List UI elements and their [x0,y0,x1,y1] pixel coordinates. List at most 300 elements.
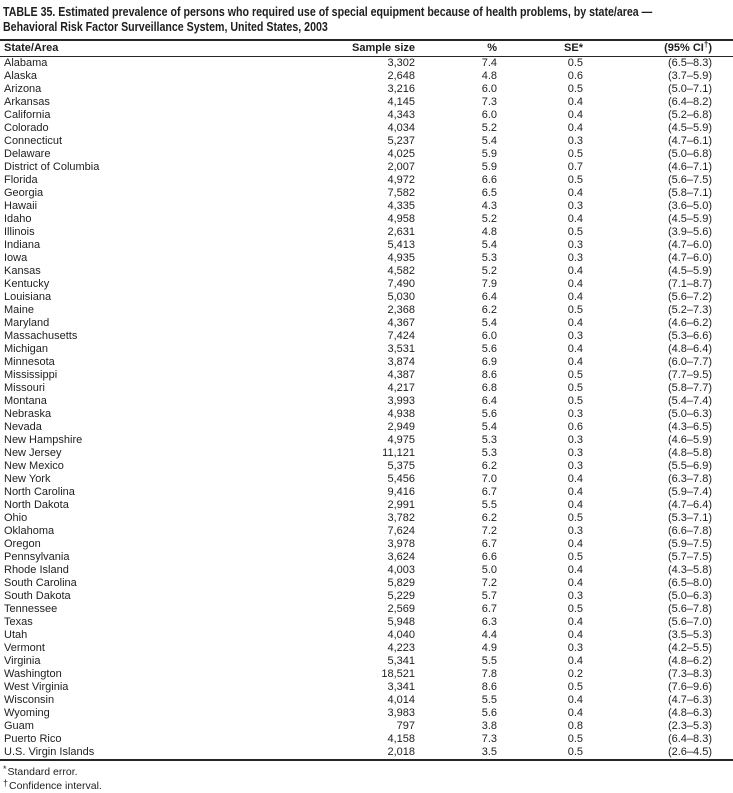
table-row [0,56,733,70]
sample-size-cell: 3,341 [387,680,415,693]
sample-size-cell: 7,624 [387,524,415,537]
col-header-state-area: State/Area [0,40,345,56]
percent-cell: 6.7 [481,602,497,615]
percent-cell: 6.2 [481,459,497,472]
state-area-cell: Wisconsin [4,693,55,706]
state-area-cell: New Mexico [4,459,64,472]
se-cell: 0.5 [567,225,583,238]
ci-cell: (4.5–5.9) [667,212,712,225]
se-cell: 0.4 [567,212,583,225]
percent-cell: 5.5 [481,693,497,706]
state-area-cell: Texas [4,615,33,628]
ci-cell: (5.9–7.4) [667,485,712,498]
percent-cell: 5.3 [481,251,497,264]
state-area-cell: Colorado [4,121,49,134]
ci-cell: (4.2–5.5) [667,641,712,654]
ci-cell: (4.7–6.1) [667,134,712,147]
table-header-row [0,40,733,56]
state-area-cell: Connecticut [4,134,63,147]
sample-size-cell: 3,993 [387,394,415,407]
se-cell: 0.4 [567,706,583,719]
ci-cell: (5.6–7.2) [667,290,712,303]
state-area-cell: Maryland [4,316,50,329]
state-area-cell: District of Columbia [4,160,100,173]
ci-cell: (7.3–8.3) [667,667,712,680]
percent-cell: 5.9 [481,147,497,160]
ci-cell: (4.8–6.4) [667,342,712,355]
table-row [0,434,733,447]
se-cell: 0.4 [567,485,583,498]
table-row [0,356,733,369]
state-area-cell: Oregon [4,537,41,550]
state-area-cell: Wyoming [4,706,50,719]
sample-size-cell: 4,040 [387,628,415,641]
ci-cell: (4.8–6.3) [667,706,712,719]
percent-cell: 3.5 [433,746,510,760]
percent-cell: 6.0 [481,82,497,95]
sample-size-cell: 5,456 [387,472,415,485]
sample-size-cell: 2,648 [387,69,415,82]
state-area-cell: Louisiana [4,290,52,303]
footnote-standard-error [3,764,733,779]
table-row [0,746,733,760]
ci-cell: (7.7–9.5) [667,368,712,381]
table-row [0,291,733,304]
se-cell: 0.3 [567,251,583,264]
table-row [0,707,733,720]
se-cell: 0.7 [567,160,583,173]
se-cell: 0.4 [567,693,583,706]
table-row [0,395,733,408]
sample-size-cell: 5,030 [387,290,415,303]
table-title [0,5,733,35]
table-row [0,642,733,655]
se-cell: 0.5 [567,82,583,95]
se-cell: 0.5 [567,173,583,186]
ci-cell: (5.6–7.5) [667,173,712,186]
state-area-cell: Missouri [4,381,45,394]
ci-cell: (5.6–7.8) [667,602,712,615]
sample-size-cell: 797 [396,719,415,732]
se-cell: 0.4 [567,498,583,511]
se-cell: 0.2 [567,667,583,680]
state-area-cell: Indiana [4,238,41,251]
state-area-cell: South Dakota [4,589,71,602]
ci-cell: (2.3–5.3) [667,719,712,732]
percent-cell: 5.5 [481,498,497,511]
sample-size-cell: 4,975 [387,433,415,446]
sample-size-cell: 4,003 [387,563,415,576]
sample-size-cell: 5,229 [387,589,415,602]
percent-cell: 6.3 [481,615,497,628]
table-row [0,616,733,629]
se-cell: 0.4 [567,342,583,355]
ci-cell: (2.6–4.5) [595,746,733,760]
footnote-text: Confidence interval. [9,780,102,792]
table-row [0,122,733,135]
state-area-cell: Pennsylvania [4,550,70,563]
se-cell: 0.5 [567,303,583,316]
sample-size-cell: 4,034 [387,121,415,134]
table-body [0,56,733,760]
ci-cell: (4.7–6.0) [667,251,712,264]
se-cell: 0.5 [567,550,583,563]
state-area-cell: Oklahoma [4,524,55,537]
ci-cell: (5.3–6.6) [667,329,712,342]
percent-cell: 7.2 [481,576,497,589]
sample-size-cell: 3,302 [387,56,415,69]
sample-size-cell: 3,874 [387,355,415,368]
percent-cell: 5.4 [481,238,497,251]
se-cell: 0.3 [567,433,583,446]
sample-size-cell: 5,948 [387,615,415,628]
table-row [0,538,733,551]
ci-cell: (6.5–8.3) [667,56,712,69]
table-row [0,83,733,96]
ci-cell: (5.2–7.3) [667,303,712,316]
state-area-cell: Maine [4,303,34,316]
ci-cell: (7.6–9.6) [667,680,712,693]
ci-cell: (4.3–6.5) [667,420,712,433]
table-row [0,369,733,382]
table-row [0,551,733,564]
state-area-cell: Rhode Island [4,563,69,576]
ci-cell: (5.5–6.9) [667,459,712,472]
state-area-cell: South Carolina [4,576,77,589]
se-cell: 0.4 [567,472,583,485]
se-cell: 0.5 [567,602,583,615]
table-row [0,564,733,577]
se-cell: 0.6 [567,420,583,433]
se-cell: 0.4 [567,121,583,134]
ci-cell: (5.6–7.0) [667,615,712,628]
se-cell: 0.4 [567,355,583,368]
sample-size-cell: 4,223 [387,641,415,654]
ci-cell: (3.6–5.0) [667,199,712,212]
footnote-confidence-interval [3,778,733,793]
state-area-cell: Michigan [4,342,49,355]
table-header [0,40,733,56]
sample-size-cell: 2,018 [345,746,433,760]
sample-size-cell: 7,424 [387,329,415,342]
ci-cell: (4.6–5.9) [667,433,712,446]
se-cell: 0.5 [567,680,583,693]
table-row [0,135,733,148]
table-title-line-2: Behavioral Risk Factor Surveillance System, United States, 2003 [3,20,328,34]
sample-size-cell: 3,216 [387,82,415,95]
table-row [0,239,733,252]
sample-size-cell: 7,490 [387,277,415,290]
ci-cell: (4.5–5.9) [667,121,712,134]
sample-size-cell: 3,782 [387,511,415,524]
percent-cell: 8.6 [481,368,497,381]
table-row [0,525,733,538]
ci-cell: (5.0–7.1) [667,82,712,95]
col-header-percent: % [433,40,510,56]
percent-cell: 6.6 [481,173,497,186]
se-cell: 0.4 [567,316,583,329]
se-cell: 0.3 [567,329,583,342]
se-cell: 0.4 [567,628,583,641]
sample-size-cell: 4,025 [387,147,415,160]
state-area-cell: North Dakota [4,498,69,511]
se-cell: 0.5 [567,368,583,381]
table-row [0,486,733,499]
state-area-cell: Virginia [4,654,41,667]
state-area-cell: Washington [4,667,62,680]
percent-cell: 7.0 [481,472,497,485]
table-row [0,694,733,707]
se-cell: 0.5 [567,732,583,745]
se-cell: 0.3 [567,641,583,654]
sample-size-cell: 2,368 [387,303,415,316]
sample-size-cell: 7,582 [387,186,415,199]
table-row [0,577,733,590]
percent-cell: 5.2 [481,121,497,134]
state-area-cell: Georgia [4,186,44,199]
percent-cell: 6.7 [481,485,497,498]
se-cell: 0.5 [567,147,583,160]
table-row [0,252,733,265]
ci-cell: (4.6–7.1) [667,160,712,173]
table-row [0,668,733,681]
sample-size-cell: 4,938 [387,407,415,420]
table-row [0,265,733,278]
percent-cell: 4.8 [481,225,497,238]
table-row [0,408,733,421]
state-area-cell: Arkansas [4,95,50,108]
percent-cell: 6.4 [481,290,497,303]
ci-cell: (5.2–6.8) [667,108,712,121]
se-cell: 0.4 [567,264,583,277]
table-row [0,421,733,434]
table-row [0,278,733,291]
state-area-cell: Arizona [4,82,42,95]
percent-cell: 7.8 [481,667,497,680]
percent-cell: 5.3 [481,433,497,446]
percent-cell: 5.6 [481,706,497,719]
state-area-cell: Illinois [4,225,35,238]
sample-size-cell: 18,521 [381,667,415,680]
se-cell: 0.3 [567,238,583,251]
table-row [0,590,733,603]
ci-cell: (5.4–7.4) [667,394,712,407]
table-row [0,382,733,395]
se-cell: 0.5 [567,56,583,69]
table-row [0,96,733,109]
se-cell: 0.8 [567,719,583,732]
percent-cell: 6.4 [481,394,497,407]
se-cell: 0.5 [567,381,583,394]
state-area-cell: Alabama [4,56,48,69]
table-row [0,720,733,733]
prevalence-table [0,39,733,761]
table-row [0,174,733,187]
ci-cell: (4.8–5.8) [667,446,712,459]
sample-size-cell: 4,935 [387,251,415,264]
state-area-cell: Hawaii [4,199,38,212]
percent-cell: 7.3 [481,732,497,745]
sample-size-cell: 11,121 [382,446,415,459]
state-area-cell: Florida [4,173,38,186]
sample-size-cell: 4,014 [387,693,415,706]
state-area-cell: Tennessee [4,602,58,615]
se-cell: 0.4 [567,563,583,576]
table-row [0,473,733,486]
state-area-cell: Guam [4,719,34,732]
se-cell: 0.4 [567,576,583,589]
se-cell: 0.4 [567,290,583,303]
ci-cell: (5.0–6.8) [667,147,712,160]
se-cell: 0.4 [567,615,583,628]
sample-size-cell: 4,387 [387,368,415,381]
sample-size-cell: 4,158 [387,732,415,745]
table-row [0,330,733,343]
sample-size-cell: 4,343 [387,108,415,121]
footnotes [0,764,733,793]
state-area-cell: U.S. Virgin Islands [0,746,345,760]
percent-cell: 5.3 [481,446,497,459]
ci-cell: (5.3–7.1) [667,511,712,524]
state-area-cell: North Carolina [4,485,75,498]
state-area-cell: New Hampshire [4,433,83,446]
ci-header-prefix: (95% CI [664,42,704,55]
se-cell: 0.3 [567,199,583,212]
percent-cell: 6.8 [481,381,497,394]
table-row [0,70,733,83]
state-area-cell: Iowa [4,251,28,264]
ci-cell: (6.4–8.2) [667,95,712,108]
table-row [0,512,733,525]
state-area-cell: Puerto Rico [4,732,62,745]
sample-size-cell: 2,991 [387,498,415,511]
sample-size-cell: 3,624 [387,550,415,563]
table-row [0,603,733,616]
ci-cell: (5.8–7.7) [667,381,712,394]
sample-size-cell: 5,341 [387,654,415,667]
dagger-symbol: † [3,778,9,788]
sample-size-cell: 4,335 [387,199,415,212]
se-cell: 0.3 [567,524,583,537]
sample-size-cell: 9,416 [387,485,415,498]
se-cell: 0.3 [567,407,583,420]
percent-cell: 6.0 [481,329,497,342]
state-area-cell: Ohio [4,511,28,524]
ci-cell: (3.7–5.9) [667,69,712,82]
state-area-cell: Vermont [4,641,45,654]
sample-size-cell: 4,367 [387,316,415,329]
ci-cell: (6.4–8.3) [667,732,712,745]
table-row [0,681,733,694]
se-cell: 0.4 [567,654,583,667]
se-cell: 0.3 [567,134,583,147]
ci-cell: (6.0–7.7) [667,355,712,368]
ci-header-suffix: ) [708,42,712,55]
sample-size-cell: 2,949 [387,420,415,433]
percent-cell: 4.9 [481,641,497,654]
percent-cell: 5.9 [481,160,497,173]
table-row [0,109,733,122]
ci-cell: (6.3–7.8) [667,472,712,485]
se-cell: 0.3 [567,446,583,459]
percent-cell: 6.7 [481,537,497,550]
state-area-cell: Nevada [4,420,42,433]
percent-cell: 6.9 [481,355,497,368]
col-header-sample-size: Sample size [345,40,433,56]
ci-cell: (4.8–6.2) [667,654,712,667]
sample-size-cell: 4,972 [387,173,415,186]
percent-cell: 4.3 [481,199,497,212]
ci-cell: (5.0–6.3) [667,589,712,602]
percent-cell: 4.4 [481,628,497,641]
col-header-ci [595,40,733,56]
table-row [0,304,733,317]
se-cell: 0.3 [567,589,583,602]
table-row [0,460,733,473]
percent-cell: 5.4 [481,420,497,433]
state-area-cell: California [4,108,51,121]
se-cell: 0.5 [567,394,583,407]
percent-cell: 5.7 [481,589,497,602]
se-cell: 0.4 [567,108,583,121]
sample-size-cell: 5,237 [387,134,415,147]
percent-cell: 3.8 [481,719,497,732]
sample-size-cell: 2,569 [387,602,415,615]
sample-size-cell: 5,413 [387,238,415,251]
se-cell: 0.3 [567,459,583,472]
table-row [0,733,733,746]
state-area-cell: West Virginia [4,680,69,693]
sample-size-cell: 4,217 [387,381,415,394]
sample-size-cell: 4,958 [387,212,415,225]
percent-cell: 6.6 [481,550,497,563]
percent-cell: 5.6 [481,342,497,355]
state-area-cell: Massachusetts [4,329,78,342]
table-row [0,213,733,226]
se-cell: 0.6 [567,69,583,82]
table-row [0,187,733,200]
ci-cell: (6.6–7.8) [667,524,712,537]
sample-size-cell: 5,375 [387,459,415,472]
ci-cell: (4.7–6.0) [667,238,712,251]
percent-cell: 7.2 [481,524,497,537]
state-area-cell: Montana [4,394,47,407]
state-area-cell: Idaho [4,212,32,225]
col-header-se: SE* [510,40,595,56]
ci-cell: (5.0–6.3) [667,407,712,420]
percent-cell: 7.4 [481,56,497,69]
percent-cell: 4.8 [481,69,497,82]
se-cell: 0.4 [567,277,583,290]
state-area-cell: Mississippi [4,368,58,381]
percent-cell: 5.6 [481,407,497,420]
table-row [0,317,733,330]
table-row [0,226,733,239]
sample-size-cell: 5,829 [387,576,415,589]
state-area-cell: Alaska [4,69,38,82]
state-area-cell: Minnesota [4,355,55,368]
table-row [0,161,733,174]
ci-cell: (4.7–6.3) [667,693,712,706]
sample-size-cell: 3,531 [387,342,415,355]
table-row [0,499,733,512]
ci-cell: (3.9–5.6) [667,225,712,238]
sample-size-cell: 3,978 [387,537,415,550]
percent-cell: 5.0 [481,563,497,576]
state-area-cell: Nebraska [4,407,52,420]
ci-cell: (5.8–7.1) [667,186,712,199]
percent-cell: 5.5 [481,654,497,667]
